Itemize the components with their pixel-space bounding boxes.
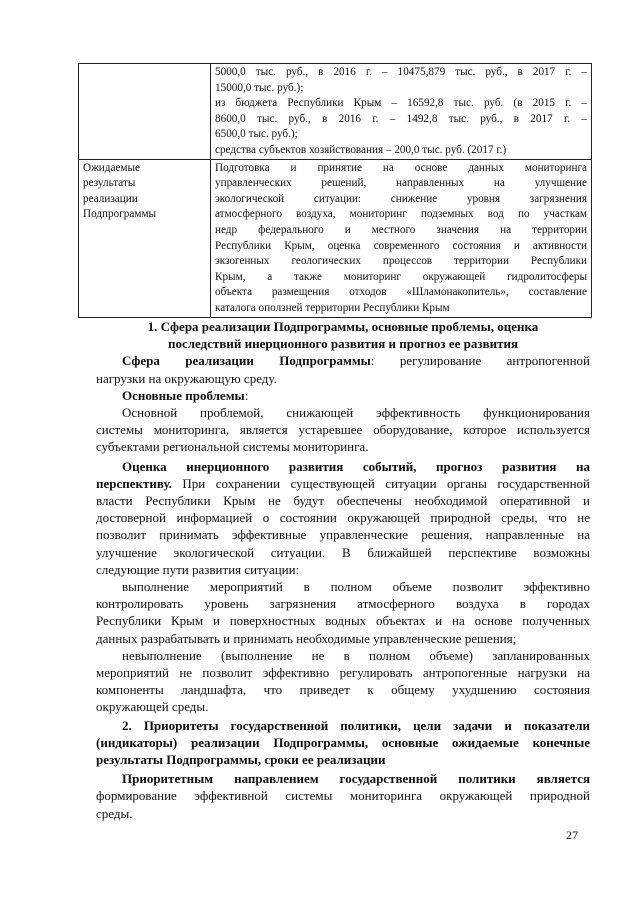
paragraph-line (96, 475, 590, 492)
paragraph-line: выполнение мероприятий в полном объеме позволит эффективно (122, 579, 590, 595)
paragraph-line: Оценка инерционного развития событий, прогноз развития на (122, 458, 590, 474)
heading-line: 2. Приоритеты государственной политики, цели задачи и показатели (122, 717, 590, 733)
problems-label: Основные проблемы (122, 387, 245, 403)
program-passport-table (78, 63, 592, 318)
paragraph-line: субъектами региональной системы мониторинга. (96, 439, 369, 455)
paragraph-line: компоненты ландшафта, что приведет к общему ухудшению состояния (96, 682, 590, 698)
table-cell-results (211, 159, 592, 317)
table-cell-funding (211, 64, 592, 160)
bold-text: перспективу. (96, 475, 172, 491)
results-line: атмосферного воздуха, мониторинг подземных вод по участкам (215, 208, 587, 221)
priority-paragraph (96, 770, 590, 822)
paragraph-line: Приоритетным направлением государственной политики является (122, 771, 590, 787)
section2-heading (96, 717, 590, 769)
paragraph-line: мероприятий не позволит эффективно регулировать антропогенные нагрузки на (96, 665, 590, 681)
paragraph-line (96, 387, 590, 404)
results-line: экологической ситуации: снижение уровня загрязнения (215, 192, 587, 205)
paragraph-line: контролировать уровень загрязнения атмосферного воздуха в городах (96, 596, 590, 612)
results-line: управленческих решений, направленных на улучшение (215, 177, 587, 190)
results-line: Крым, а также мониторинг окружающей гидролитосферы (215, 270, 587, 283)
paragraph-line: среды. (96, 805, 133, 821)
text: При сохранении существующей ситуации органы государственной (171, 475, 590, 491)
table-cell-label (79, 159, 211, 317)
forecast-paragraph (96, 458, 590, 578)
funding-line: средства субъектов хозяйствования – 200,0 тыс. руб. (2017 г.) (215, 143, 507, 156)
funding-line: 8600,0 тыс. руб., в 2016 г. – 1492,8 тыс. руб., в 2017 г. – (215, 112, 587, 125)
heading-line: результаты Подпрограммы, сроки ее реализации (96, 752, 386, 768)
paragraph-line: системы мониторинга, является устаревшее оборудование, которое используется (96, 422, 590, 438)
paragraph-line: следующие пути развития ситуации: (96, 561, 300, 577)
funding-line: 15000,0 тыс. руб.); (215, 81, 304, 94)
paragraph-line: достоверной информацией о состоянии окружающей природной среды, что не (96, 510, 590, 526)
problems-label-paragraph (96, 387, 590, 404)
table-row (79, 64, 592, 160)
heading-line: последствий инерционного развития и прогноз ее развития (167, 336, 519, 352)
page-number: 27 (566, 828, 578, 842)
scope-label: Сфера реализации Подпрограммы (122, 353, 371, 369)
label-line: Ожидаемые (83, 161, 140, 174)
table-cell-empty (79, 64, 211, 160)
paragraph-line: улучшение экологической ситуации. В ближайшей перспективе возможны (96, 544, 590, 560)
paragraph-line: позволит принимать эффективные управленческие решения, направленные на (96, 527, 590, 543)
results-line: экзогенных геологических процессов территории Республики (215, 255, 587, 268)
funding-line: 6500,0 тыс. руб.); (215, 128, 298, 141)
problems-paragraph (96, 404, 590, 456)
paragraph-line: формирование эффективной системы мониторинга окружающей природной (96, 788, 590, 804)
table-row (79, 159, 592, 317)
paragraph-line: власти Республики Крым не будут обеспечены необходимой оперативной и (96, 493, 590, 509)
full-execution-paragraph (96, 578, 590, 647)
funding-line: 5000,0 тыс. руб., в 2016 г. – 10475,879 тыс. руб., в 2017 г. – (215, 66, 587, 78)
label-line: Подпрограммы (83, 208, 157, 221)
partial-execution-paragraph (96, 647, 590, 716)
label-line: результаты (83, 177, 136, 190)
label-line: реализации (83, 192, 138, 205)
section1-heading (96, 318, 590, 352)
document-body (96, 318, 590, 822)
scope-text: : регулирование антропогенной (370, 353, 590, 369)
paragraph-line: нагрузки на окружающую среду. (96, 370, 277, 386)
paragraph-line: Республики Крым и поверхностных водных объектах и на основе полученных (96, 613, 590, 629)
results-line: недр федерального и местного значения на территории (215, 223, 587, 236)
results-line: Республики Крым, оценка современного состояния и активности (215, 239, 587, 252)
paragraph-line (96, 352, 590, 369)
paragraph-line: данных разрабатывать и принимать необходимые управленческие решения; (96, 630, 517, 646)
scope-paragraph (96, 352, 590, 386)
heading-line: (индикаторы) реализации Подпрограммы, основные ожидаемые конечные (96, 734, 590, 750)
results-line: каталога оползней территории Республики Крым (215, 301, 450, 314)
results-line: объекта размещения отходов «Шламонакопитель», составление (215, 286, 587, 299)
paragraph-line: невыполнение (выполнение не в полном объеме) запланированных (122, 647, 590, 663)
colon: : (244, 387, 249, 403)
results-line: Подготовка и принятие на основе данных мониторинга (215, 161, 587, 174)
funding-line: из бюджета Республики Крым – 16592,8 тыс. руб. (в 2015 г. – (215, 97, 587, 110)
paragraph-line: окружающей среды. (96, 699, 209, 715)
heading-line: 1. Сфера реализации Подпрограммы, основные проблемы, оценка (147, 319, 539, 334)
paragraph-line: Основной проблемой, снижающей эффективность функционирования (122, 405, 590, 421)
